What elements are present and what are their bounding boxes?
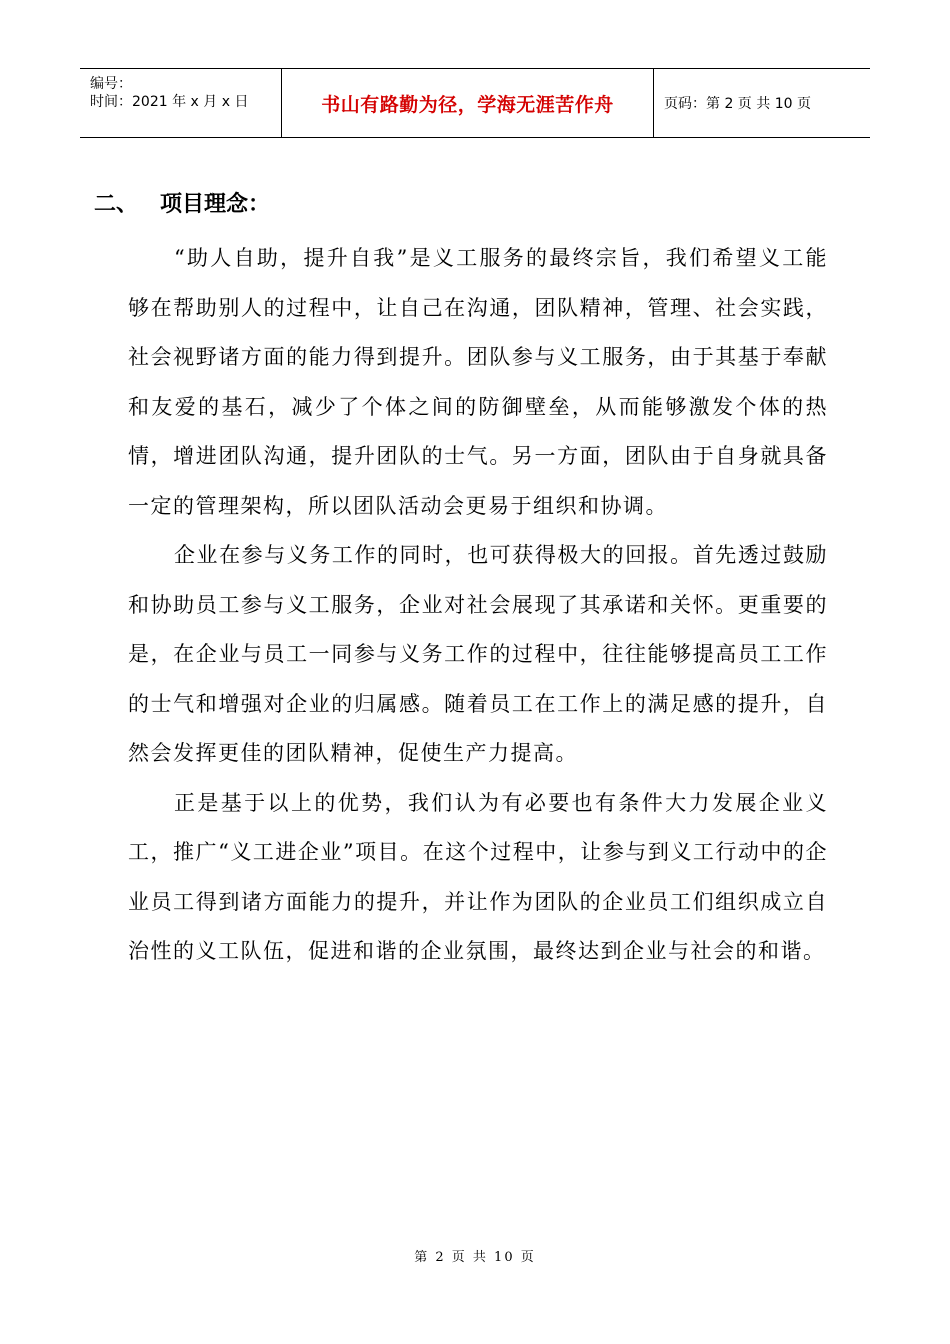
section-title: 项目理念： (160, 192, 271, 217)
paragraph: “助人自助，提升自我”是义工服务的最终宗旨，我们希望义工能够在帮助别人的过程中，让自己在沟通，团队精神，管理、社会实践，社会视野诸方面的能力得到提升。团队参与义工服务，由于其基于奉献和友爱的基石，减少了个体之间的防御壁垒，从而能够激发个体的热情，增进团队沟通，提升团队的士气。另一方面，团队由于自身就具备一定的管理架构，所以团队活动会更易于组织和协调。 (128, 246, 828, 518)
document-number: 编号： (90, 76, 132, 92)
page-header (80, 68, 870, 138)
paragraph: 企业在参与义务工作的同时，也可获得极大的回报。首先透过鼓励和协助员工参与义工服务，企业对社会展现了其承诺和关怀。更重要的是，在企业与员工一同参与义务工作的过程中，往往能够提高员工工作的士气和增强对企业的归属感。随着员工在工作上的满足感的提升，自然会发挥更佳的团队精神，促使生产力提高。 (128, 543, 828, 765)
paragraph: 正是基于以上的优势，我们认为有必要也有条件大力发展企业义工，推广“义工进企业”项目。在这个过程中，让参与到义工行动中的企业员工得到诸方面能力的提升，并让作为团队的企业员工们组织成立自治性的义工队伍，促进和谐的企业氛围，最终达到企业与社会的和谐。 (128, 790, 828, 963)
body-text (128, 234, 828, 977)
header-page-number: 页码：第 2 页 共 10 页 (664, 96, 811, 112)
section-heading (94, 187, 270, 218)
document-date: 时间：2021 年 x 月 x 日 (90, 94, 249, 110)
page-footer: 第 2 页 共 10 页 (414, 1250, 536, 1265)
section-number: 二、 (94, 192, 139, 217)
header-motto: 书山有路勤为径，学海无涯苦作舟 (282, 69, 654, 137)
header-meta (80, 69, 282, 137)
